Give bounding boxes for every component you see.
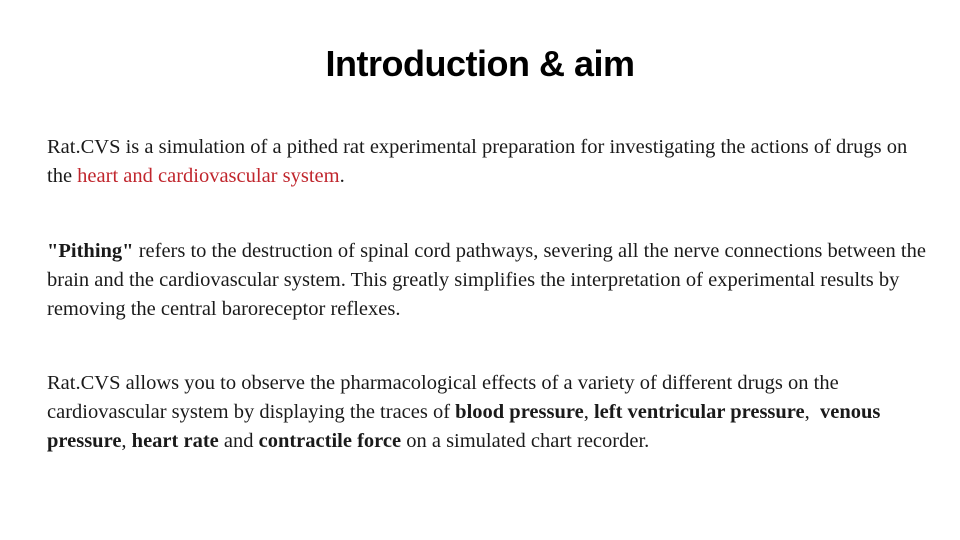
- page-title: Introduction & aim: [325, 43, 635, 84]
- term-venous-pressure: venous pressure: [47, 401, 881, 452]
- highlighted-phrase: heart and cardiovascular system: [77, 165, 340, 187]
- pithing-term: "Pithing": [47, 240, 134, 262]
- features-text-5: and: [218, 430, 259, 452]
- features-text-4: ,: [121, 430, 132, 452]
- features-text-2: ,: [583, 401, 594, 423]
- paragraph-pithing: [47, 237, 927, 324]
- term-heart-rate: heart rate: [131, 430, 219, 452]
- paragraph-features: [47, 369, 927, 456]
- paragraph-intro-end: .: [339, 165, 345, 187]
- features-text-6: on a simulated chart recorder.: [401, 430, 650, 452]
- term-contractile-force: contractile force: [258, 430, 402, 452]
- features-text-3: ,: [804, 401, 820, 423]
- term-blood-pressure: blood pressure: [455, 401, 584, 423]
- paragraph-pithing-text: refers to the destruction of spinal cord pathways, severing all the nerve connections between the brain and the cardiovascular system. This greatly simplifies the interpretation of experimental results by removing the central baroreceptor reflexes.: [47, 240, 926, 320]
- term-left-ventricular-pressure: left ventricular pressure: [593, 401, 805, 423]
- paragraph-intro-text: Rat.CVS is a simulation of a pithed rat experimental preparation for investigating the actions of drugs on the: [47, 136, 908, 187]
- features-text-1: Rat.CVS allows you to observe the pharmacological effects of a variety of different drugs on the cardiovascular system by displaying the traces of: [47, 372, 839, 423]
- paragraph-intro: [47, 133, 927, 191]
